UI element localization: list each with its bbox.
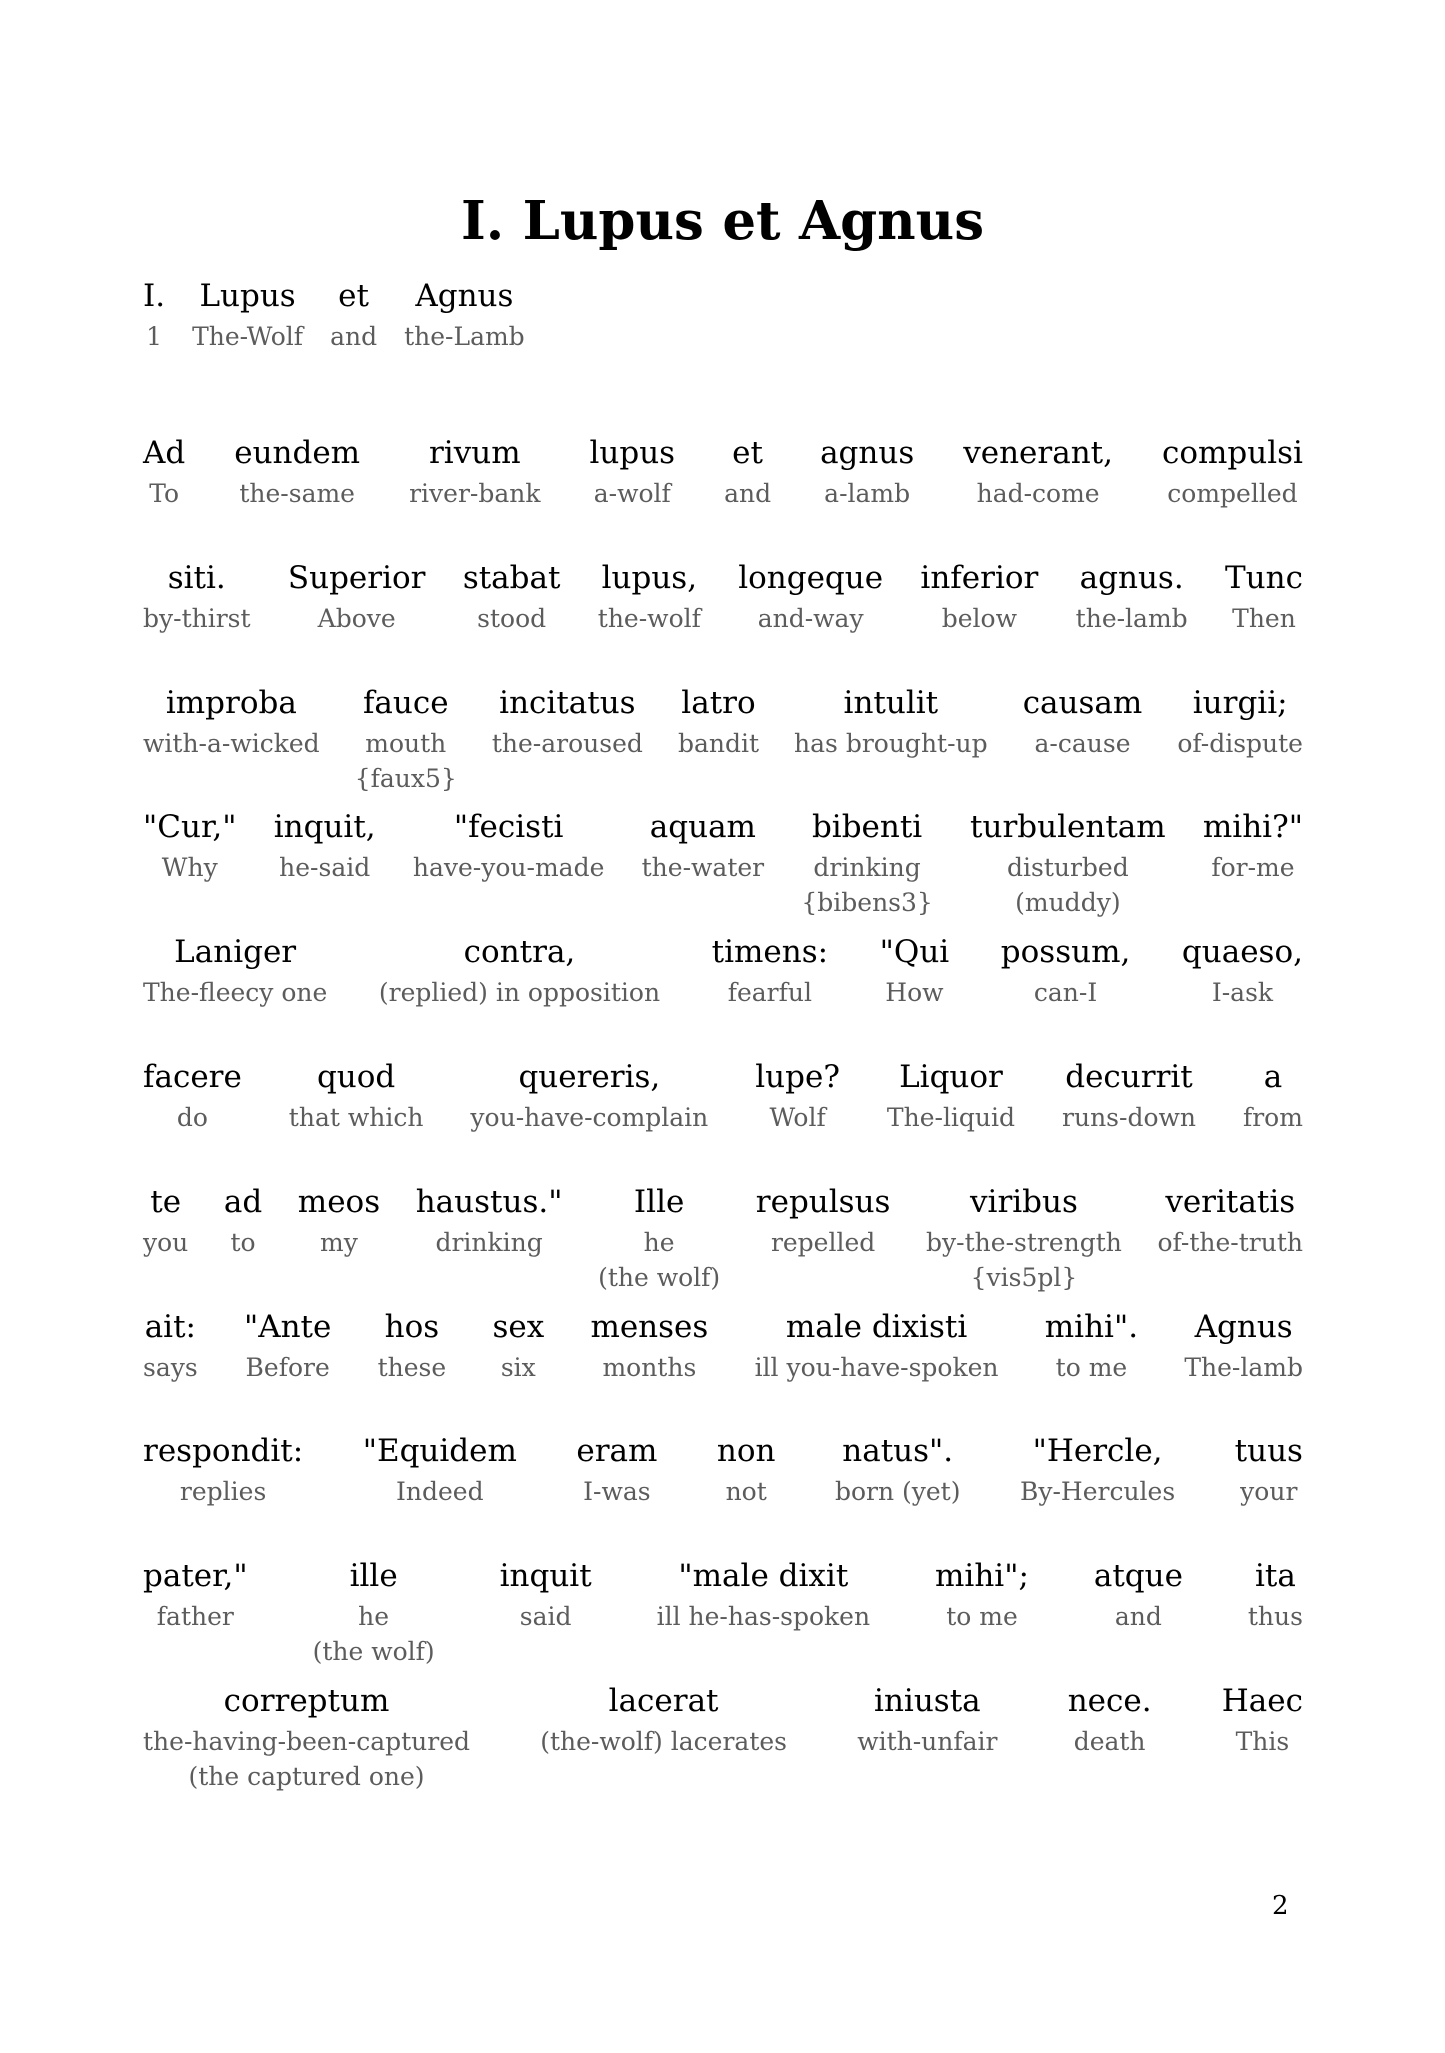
latin-word: fauce — [362, 684, 449, 721]
gloss-word: The-liquid — [886, 1103, 1016, 1132]
interlinear-line — [143, 1556, 1303, 1669]
word-unit — [413, 807, 605, 885]
word-unit — [755, 1307, 999, 1385]
gloss-note: (the captured one) — [188, 1762, 425, 1791]
gloss-word: and — [724, 479, 772, 508]
latin-word: possum, — [1000, 934, 1131, 971]
gloss-word: for-me — [1211, 853, 1295, 883]
word-unit — [288, 558, 426, 636]
word-unit — [880, 932, 950, 1010]
latin-word: lupe? — [755, 1059, 840, 1095]
latin-word: sex — [492, 1308, 545, 1345]
gloss-word: drinking — [435, 1227, 543, 1257]
latin-word: Liquor — [899, 1059, 1003, 1095]
latin-word: Agnus — [1194, 1308, 1293, 1345]
gloss-word: compelled — [1167, 479, 1298, 508]
latin-word: quaeso, — [1181, 934, 1303, 971]
latin-word: inferior — [920, 559, 1039, 596]
latin-word: pater," — [143, 1558, 248, 1595]
gloss-word: a-cause — [1034, 728, 1131, 758]
gloss-word: he-said — [279, 853, 371, 883]
latin-word: aquam — [649, 809, 756, 846]
latin-word: Ad — [143, 435, 186, 471]
gloss-word: the-same — [239, 479, 355, 508]
gloss-word: that which — [288, 1103, 424, 1132]
latin-word: "male dixit — [678, 1558, 849, 1595]
gloss-word: runs-down — [1062, 1103, 1196, 1132]
word-unit — [801, 807, 932, 920]
gloss-word: ill he-has-spoken — [656, 1602, 871, 1632]
latin-word: latro — [681, 684, 756, 721]
gloss-word: I-ask — [1211, 978, 1274, 1008]
latin-word: venerant, — [963, 435, 1113, 471]
gloss-word: (replied) in opposition — [378, 978, 661, 1008]
interlinear-line — [143, 683, 1303, 796]
latin-word: compulsi — [1161, 435, 1303, 471]
word-unit — [234, 433, 360, 511]
gloss-word: not — [725, 1477, 767, 1507]
word-unit — [404, 276, 525, 354]
latin-word: "Hercle, — [1032, 1433, 1163, 1470]
latin-word: meos — [297, 1183, 381, 1220]
latin-word: ad — [223, 1183, 263, 1220]
word-unit — [463, 558, 561, 636]
interlinear-line — [143, 433, 1303, 511]
gloss-word: Why — [161, 853, 218, 883]
gloss-word: The-fleecy one — [143, 978, 328, 1008]
word-unit — [1001, 932, 1131, 1010]
word-unit — [920, 558, 1038, 636]
word-unit — [963, 433, 1113, 511]
gloss-word: had-come — [976, 479, 1100, 508]
word-unit — [755, 1057, 840, 1135]
gloss-word: river-bank — [409, 479, 541, 508]
word-unit — [1020, 1431, 1175, 1509]
latin-word: ille — [349, 1558, 398, 1595]
gloss-word: repelled — [770, 1227, 876, 1257]
latin-word: veritatis — [1165, 1183, 1296, 1220]
word-unit — [756, 1182, 891, 1260]
word-unit — [598, 558, 701, 636]
word-unit — [724, 433, 771, 511]
interlinear-line — [143, 1307, 1303, 1385]
word-unit — [143, 558, 251, 636]
gloss-word: with-unfair — [857, 1727, 998, 1756]
latin-word: respondit: — [143, 1433, 304, 1470]
gloss-word: Above — [317, 603, 396, 633]
gloss-word: This — [1235, 1727, 1290, 1756]
latin-word: te — [150, 1183, 182, 1220]
interlinear-line — [143, 1057, 1303, 1135]
interlinear-line — [143, 932, 1303, 1010]
latin-word: et — [732, 435, 763, 471]
latin-word: Agnus — [415, 278, 514, 314]
latin-word: contra, — [463, 934, 576, 971]
gloss-word: disturbed — [1006, 853, 1129, 883]
latin-word: Ille — [633, 1183, 685, 1220]
latin-word: male dixisti — [785, 1308, 968, 1345]
latin-word: a — [1263, 1059, 1283, 1095]
latin-word: siti. — [167, 559, 226, 596]
word-unit — [1157, 1182, 1303, 1260]
word-unit — [712, 932, 828, 1010]
gloss-word: to — [230, 1227, 256, 1257]
gloss-word: the-having-been-captured — [143, 1727, 471, 1756]
interlinear-line — [143, 558, 1303, 636]
latin-word: mihi?" — [1202, 809, 1303, 846]
gloss-word: have-you-made — [412, 853, 605, 883]
gloss-word: your — [1240, 1477, 1298, 1507]
latin-word: "Cur," — [143, 809, 237, 846]
word-unit — [192, 276, 303, 354]
latin-word: iniusta — [874, 1683, 981, 1719]
latin-word: ita — [1254, 1558, 1296, 1595]
word-unit — [143, 1681, 470, 1794]
latin-word: I. — [143, 278, 166, 314]
gloss-note: {vis5pl} — [970, 1262, 1078, 1292]
word-unit — [1235, 1431, 1303, 1509]
latin-word: et — [338, 278, 369, 314]
word-unit — [678, 683, 759, 761]
gloss-word: drinking — [813, 853, 921, 883]
word-unit — [926, 1182, 1122, 1295]
latin-word: "fecisti — [453, 809, 564, 846]
word-unit — [378, 1307, 447, 1385]
latin-word: facere — [143, 1059, 242, 1095]
word-unit — [1045, 1307, 1138, 1385]
gloss-word: born (yet) — [834, 1477, 961, 1507]
word-unit — [355, 683, 457, 796]
word-unit — [1076, 558, 1188, 636]
latin-word: haustus." — [415, 1183, 563, 1220]
latin-word: quod — [316, 1059, 396, 1095]
word-unit — [717, 1431, 776, 1509]
word-unit — [598, 1182, 720, 1295]
word-unit — [143, 1182, 188, 1260]
word-unit — [589, 433, 675, 511]
gloss-word: to me — [1055, 1352, 1128, 1382]
word-unit — [298, 1182, 380, 1260]
word-unit — [409, 433, 540, 511]
gloss-word: fearful — [727, 978, 812, 1008]
latin-word: agnus. — [1079, 559, 1184, 596]
gloss-word: To — [149, 479, 180, 508]
gloss-word: of-dispute — [1177, 728, 1303, 758]
gloss-word: thus — [1247, 1602, 1303, 1632]
latin-word: ait: — [144, 1308, 196, 1345]
latin-word: Laniger — [174, 934, 297, 971]
word-unit — [313, 1556, 435, 1669]
word-unit — [642, 807, 765, 885]
latin-word: "Qui — [879, 934, 950, 971]
word-unit — [935, 1556, 1029, 1634]
gloss-word: these — [377, 1352, 447, 1382]
word-unit — [1162, 433, 1303, 511]
gloss-word: you-have-complain — [470, 1103, 709, 1132]
latin-word: stabat — [462, 559, 561, 596]
latin-word: "Ante — [243, 1308, 332, 1345]
word-unit — [657, 1556, 871, 1634]
gloss-word: the-aroused — [491, 728, 643, 758]
gloss-word: has brought-up — [794, 728, 988, 758]
latin-word: "Equidem — [362, 1433, 517, 1470]
word-unit — [1182, 932, 1303, 1010]
latin-word: repulsus — [755, 1183, 891, 1220]
word-unit — [1184, 1307, 1303, 1385]
gloss-word: mouth — [365, 728, 447, 758]
gloss-word: six — [500, 1352, 536, 1382]
word-unit — [500, 1556, 592, 1634]
gloss-word: and — [1114, 1602, 1162, 1632]
word-unit — [274, 807, 376, 885]
gloss-word: the-Lamb — [404, 322, 525, 351]
latin-word: Superior — [287, 559, 426, 596]
word-unit — [379, 932, 660, 1010]
gloss-word: do — [176, 1103, 208, 1132]
gloss-word: I-was — [583, 1477, 651, 1507]
word-unit — [576, 1431, 657, 1509]
gloss-word: 1 — [146, 322, 162, 351]
interlinear-heading-line — [143, 276, 1303, 354]
latin-word: atque — [1093, 1558, 1183, 1595]
word-unit — [820, 433, 914, 511]
latin-word: quereris, — [518, 1059, 661, 1095]
interlinear-line — [143, 807, 1303, 920]
latin-word: iurgii; — [1192, 684, 1288, 721]
gloss-word: my — [320, 1227, 358, 1257]
word-unit — [492, 1307, 544, 1385]
word-unit — [143, 1057, 242, 1135]
word-unit — [887, 1057, 1015, 1135]
word-unit — [143, 1307, 198, 1385]
gloss-word: of-the-truth — [1157, 1227, 1303, 1257]
gloss-word: and — [330, 322, 378, 351]
gloss-word: by-thirst — [143, 603, 251, 633]
latin-word: Haec — [1221, 1683, 1303, 1719]
word-unit — [1225, 558, 1303, 636]
page-number: 2 — [1272, 1891, 1289, 1921]
latin-word: viribus — [970, 1183, 1078, 1220]
latin-word: turbulentam — [970, 809, 1166, 846]
latin-word: longeque — [738, 559, 884, 596]
word-unit — [363, 1431, 517, 1509]
word-unit — [470, 1057, 708, 1135]
latin-word: lupus — [589, 435, 676, 471]
gloss-word: to me — [946, 1602, 1018, 1632]
latin-word: eundem — [234, 435, 361, 471]
gloss-word: below — [941, 603, 1017, 633]
latin-word: mihi"; — [935, 1558, 1029, 1595]
gloss-word: replies — [179, 1477, 267, 1507]
latin-word: nece. — [1067, 1683, 1152, 1719]
word-unit — [794, 683, 988, 761]
word-unit — [1203, 807, 1303, 885]
gloss-word: ill you-have-spoken — [754, 1352, 999, 1382]
gloss-word: The-lamb — [1184, 1352, 1303, 1382]
gloss-word: and-way — [757, 603, 864, 633]
word-unit — [1062, 1057, 1196, 1135]
gloss-word: Before — [245, 1352, 330, 1382]
gloss-note: (the wolf) — [312, 1637, 435, 1667]
gloss-word: Indeed — [396, 1477, 484, 1507]
gloss-word: he — [643, 1227, 675, 1257]
latin-word: bibenti — [811, 809, 923, 846]
gloss-word: (the-wolf) lacerates — [540, 1727, 787, 1756]
gloss-word: stood — [477, 603, 547, 633]
gloss-note: {bibens3} — [801, 888, 933, 918]
gloss-word: he — [358, 1602, 390, 1632]
latin-word: incitatus — [499, 684, 636, 721]
gloss-word: bandit — [677, 728, 759, 758]
word-unit — [143, 807, 236, 885]
interlinear-line — [143, 1431, 1303, 1509]
interlinear-line — [143, 1182, 1303, 1295]
gloss-word: the-water — [641, 853, 765, 883]
gloss-word: By-Hercules — [1019, 1477, 1176, 1507]
word-unit — [857, 1681, 997, 1759]
gloss-word: months — [602, 1352, 697, 1382]
latin-word: correptum — [223, 1683, 390, 1719]
word-unit — [1222, 1681, 1303, 1759]
latin-word: non — [716, 1433, 776, 1470]
gloss-word: a-lamb — [824, 479, 911, 508]
word-unit — [1177, 683, 1303, 761]
word-unit — [970, 807, 1166, 920]
gloss-note: {faux5} — [354, 763, 457, 793]
gloss-word: The-Wolf — [192, 322, 304, 351]
word-unit — [224, 1182, 262, 1260]
gloss-word: Then — [1232, 603, 1296, 633]
word-unit — [143, 683, 320, 761]
gloss-word: father — [156, 1602, 234, 1632]
gloss-word: the-lamb — [1075, 603, 1188, 633]
word-unit — [143, 1431, 303, 1509]
latin-word: intulit — [843, 684, 939, 721]
word-unit — [590, 1307, 708, 1385]
gloss-word: the-wolf — [597, 603, 701, 633]
word-unit — [835, 1431, 961, 1509]
word-unit — [143, 276, 165, 354]
latin-word: Lupus — [199, 278, 296, 314]
word-unit — [1243, 1057, 1303, 1135]
gloss-word: How — [885, 978, 944, 1008]
latin-word: lacerat — [608, 1683, 719, 1719]
latin-word: agnus — [820, 435, 915, 471]
latin-word: timens: — [711, 934, 829, 971]
latin-word: causam — [1022, 684, 1143, 721]
word-unit — [330, 276, 377, 354]
latin-word: inquit, — [273, 809, 376, 846]
word-unit — [540, 1681, 787, 1759]
gloss-word: from — [1242, 1103, 1303, 1132]
latin-word: natus". — [842, 1433, 954, 1470]
gloss-word: Wolf — [769, 1103, 826, 1132]
latin-word: improba — [165, 684, 297, 721]
latin-word: eram — [576, 1433, 658, 1470]
gloss-word: says — [143, 1352, 198, 1382]
word-unit — [143, 1556, 248, 1634]
gloss-word: with-a-wicked — [143, 728, 320, 758]
word-unit — [1094, 1556, 1183, 1634]
word-unit — [244, 1307, 331, 1385]
latin-word: mihi". — [1044, 1308, 1139, 1345]
latin-word: inquit — [499, 1558, 592, 1595]
gloss-note: (muddy) — [1015, 888, 1121, 918]
latin-word: hos — [384, 1308, 440, 1345]
latin-word: rivum — [428, 435, 521, 471]
latin-word: tuus — [1234, 1433, 1303, 1470]
latin-word: lupus, — [601, 559, 698, 596]
word-unit — [1068, 1681, 1152, 1759]
latin-word: menses — [590, 1308, 709, 1345]
word-unit — [738, 558, 883, 636]
word-unit — [143, 433, 185, 511]
interlinear-line — [143, 1681, 1303, 1794]
word-unit — [416, 1182, 563, 1260]
latin-word: Tunc — [1225, 559, 1303, 596]
word-unit — [492, 683, 643, 761]
gloss-word: a-wolf — [593, 479, 671, 508]
word-unit — [143, 932, 327, 1010]
word-unit — [289, 1057, 424, 1135]
gloss-word: can-I — [1033, 978, 1098, 1008]
gloss-word: you — [143, 1227, 189, 1257]
word-unit — [1023, 683, 1143, 761]
word-unit — [1248, 1556, 1303, 1634]
gloss-word: said — [519, 1602, 572, 1632]
latin-word: decurrit — [1065, 1059, 1193, 1095]
gloss-note: (the wolf) — [598, 1262, 721, 1292]
page-title: I. Lupus et Agnus — [460, 190, 985, 252]
gloss-word: by-the-strength — [926, 1227, 1122, 1257]
gloss-word: death — [1073, 1727, 1146, 1756]
